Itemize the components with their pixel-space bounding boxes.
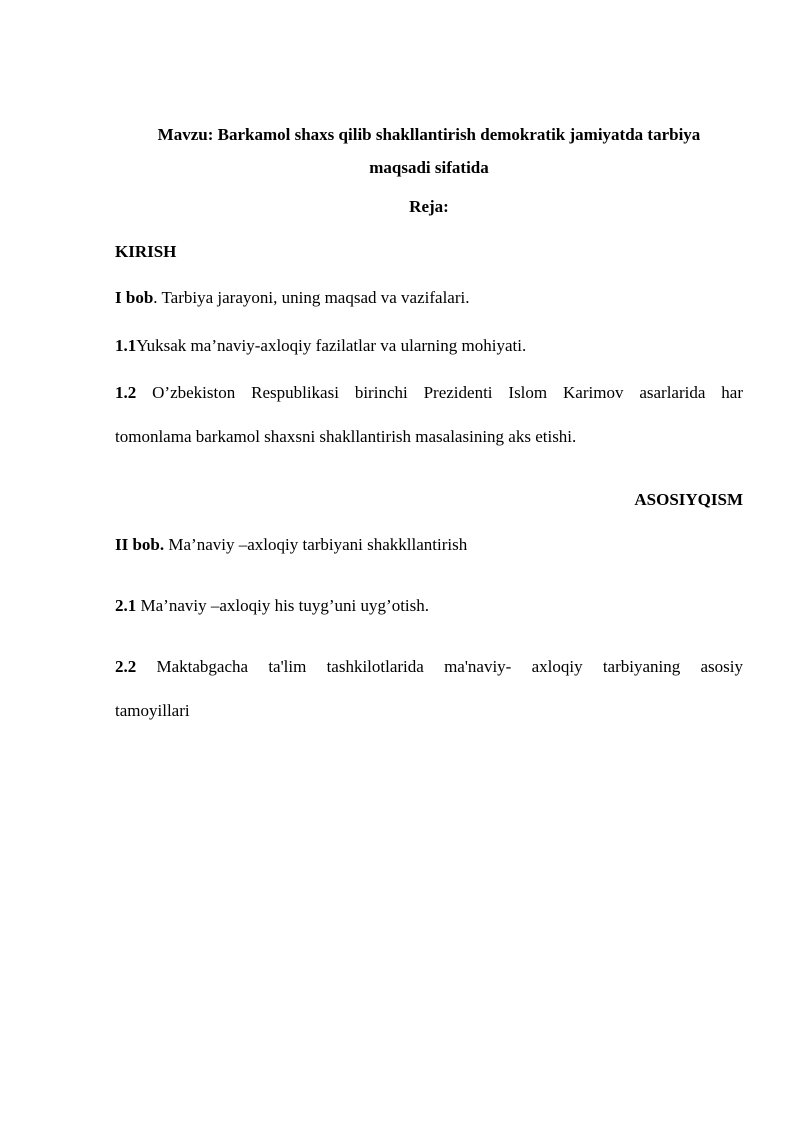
chapter-2-entry [115, 535, 743, 555]
item-1-2-text-line-2: tomonlama barkamol shaxsni shakllantirish masalasining aks etishi. [115, 427, 577, 446]
item-2-2-label: 2.2 [115, 657, 137, 676]
chapter-1-text: . Tarbiya jarayoni, uning maqsad va vazifalari. [153, 288, 470, 307]
item-2-2-text-line-2: tamoyillari [115, 701, 190, 720]
item-2-2-text-line-1: Maktabgacha ta'lim tashkilotlarida ma'naviy- axloqiy tarbiyaning asosiy [136, 657, 743, 676]
document-title [115, 118, 743, 184]
item-1-2-first-line [115, 371, 743, 415]
item-2-2-entry [115, 645, 743, 733]
item-1-1-label: 1.1 [115, 336, 137, 355]
item-2-2-first-line [115, 645, 743, 689]
item-2-1-entry [115, 596, 743, 616]
item-1-2-text-line-1: O’zbekiston Respublikasi birinchi Prezidenti Islom Karimov asarlarida har [136, 383, 743, 402]
chapter-2-text: Ma’naviy –axloqiy tarbiyani shakkllantirish [164, 535, 468, 554]
item-1-2-label: 1.2 [115, 383, 137, 402]
chapter-2-label: II bob. [115, 535, 165, 554]
title-line-1: Mavzu: Barkamol shaxs qilib shakllantirish demokratik jamiyatda tarbiya [157, 125, 701, 144]
item-1-1-entry [115, 336, 743, 356]
intro-heading: KIRISH [115, 242, 177, 261]
item-1-1-text: Yuksak ma’naviy-axloqiy fazilatlar va ularning mohiyati. [136, 336, 527, 355]
item-2-1-label: 2.1 [115, 596, 137, 615]
chapter-1-label: I bob [115, 288, 154, 307]
main-part-heading: ASOSIYQISM [634, 490, 743, 509]
item-2-1-text: Ma’naviy –axloqiy his tuyg’uni uyg’otish. [136, 596, 430, 615]
title-line-2: maqsadi sifatida [369, 158, 489, 177]
plan-heading: Reja: [409, 197, 449, 216]
item-1-2-entry [115, 371, 743, 459]
chapter-1-entry [115, 288, 743, 308]
